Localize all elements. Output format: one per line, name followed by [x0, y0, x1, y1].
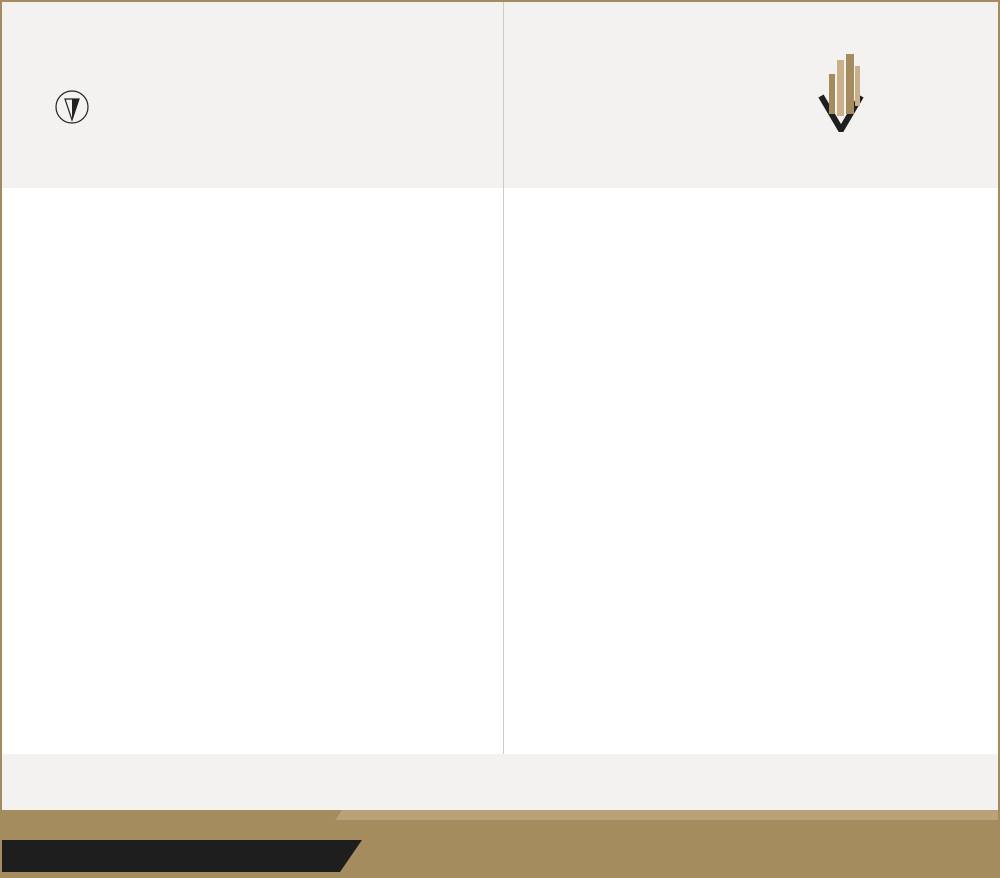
footer-graphic	[2, 810, 1000, 878]
footer-title-band	[2, 754, 998, 812]
basement-floor-plan	[2, 2, 1000, 878]
